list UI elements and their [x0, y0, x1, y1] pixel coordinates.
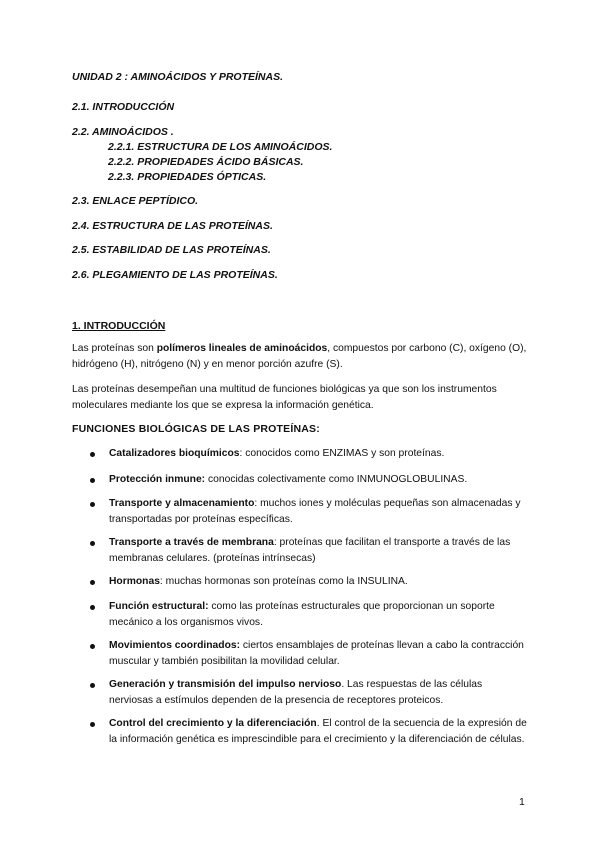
toc-item-2-2-1: 2.2.1. ESTRUCTURA DE LOS AMINOÁCIDOS.	[108, 141, 333, 153]
intro-p1-post: , compuestos por carbono (C), oxígeno (O), hidrógeno (H), nitrógeno (N) y en menor porción azufre (S).	[72, 343, 527, 370]
function-text: . El control de la secuencia de la expresión de la información genética es imprescindible para el crecimiento y la diferenciación de células.	[109, 718, 527, 745]
bullet-dot	[90, 683, 95, 688]
function-text: como las proteínas estructurales que proporcionan un soporte mecánico a los organismos vivos.	[109, 601, 495, 628]
intro-paragraph-1	[72, 341, 532, 373]
function-text: : conocidos como ENZIMAS y son proteínas.	[239, 448, 445, 459]
bullet-dot	[90, 452, 95, 457]
toc-item-2-2: 2.2. AMINOÁCIDOS .	[72, 126, 174, 138]
section-heading: 1. INTRODUCCIÓN	[72, 320, 166, 332]
bullet-dot	[90, 605, 95, 610]
toc-item-2-3: 2.3. ENLACE PEPTÍDICO.	[72, 195, 199, 207]
function-text: : muchos iones y moléculas pequeñas son almacenadas y transportadas por proteínas específicas.	[109, 498, 521, 525]
bullet-dot	[90, 580, 95, 585]
bullet-dot	[90, 502, 95, 507]
toc-item-2-5: 2.5. ESTABILIDAD DE LAS PROTEÍNAS.	[72, 244, 271, 256]
function-term: Generación y transmisión del impulso nervioso	[109, 679, 342, 690]
bullet-dot	[90, 722, 95, 727]
function-term: Movimientos coordinados:	[109, 640, 241, 651]
bullet-dot	[90, 541, 95, 546]
toc-item-2-2-3: 2.2.3. PROPIEDADES ÓPTICAS.	[108, 171, 267, 183]
unit-title: UNIDAD 2 : AMINOÁCIDOS Y PROTEÍNAS.	[72, 71, 283, 83]
function-term: Transporte a través de membrana	[109, 537, 274, 548]
bullet-dot	[90, 478, 95, 483]
toc-item-2-4: 2.4. ESTRUCTURA DE LAS PROTEÍNAS.	[72, 220, 273, 232]
function-term: Protección inmune:	[109, 474, 206, 485]
function-term: Hormonas	[109, 576, 160, 587]
toc-item-2-1: 2.1. INTRODUCCIÓN	[72, 101, 175, 113]
function-text: ciertos ensamblajes de proteínas llevan a cabo la contracción muscular y también posibilitan la movilidad celular.	[109, 640, 524, 667]
function-term: Transporte y almacenamiento	[109, 498, 255, 509]
toc-item-2-6: 2.6. PLEGAMIENTO DE LAS PROTEÍNAS.	[72, 269, 278, 281]
function-term: Catalizadores bioquímicos	[109, 448, 240, 459]
bullet-dot	[90, 644, 95, 649]
function-text: . Las respuestas de las células nerviosas a estímulos dependen de la presencia de receptores proteicos.	[109, 679, 483, 706]
page-number: 1	[519, 796, 525, 808]
function-text: : muchas hormonas son proteínas como la INSULINA.	[159, 576, 408, 587]
toc-item-2-2-2: 2.2.2. PROPIEDADES ÁCIDO BÁSICAS.	[108, 156, 304, 168]
function-text: : proteínas que facilitan el transporte a través de las membranas celulares. (proteínas intrínsecas)	[109, 537, 511, 564]
intro-paragraph-2: Las proteínas desempeñan una multitud de funciones biológicas ya que son los instrumentos moleculares mediante los que se expresa la información genética.	[72, 384, 497, 411]
function-text: conocidas colectivamente como INMUNOGLOBULINAS.	[205, 474, 468, 485]
intro-p1-pre: Las proteínas son	[72, 343, 157, 354]
functions-title: FUNCIONES BIOLÓGICAS DE LAS PROTEÍNAS:	[72, 423, 320, 435]
intro-p1-bold: polímeros lineales de aminoácidos	[156, 343, 328, 354]
function-term: Función estructural:	[109, 601, 209, 612]
function-term: Control del crecimiento y la diferenciación	[109, 718, 317, 729]
